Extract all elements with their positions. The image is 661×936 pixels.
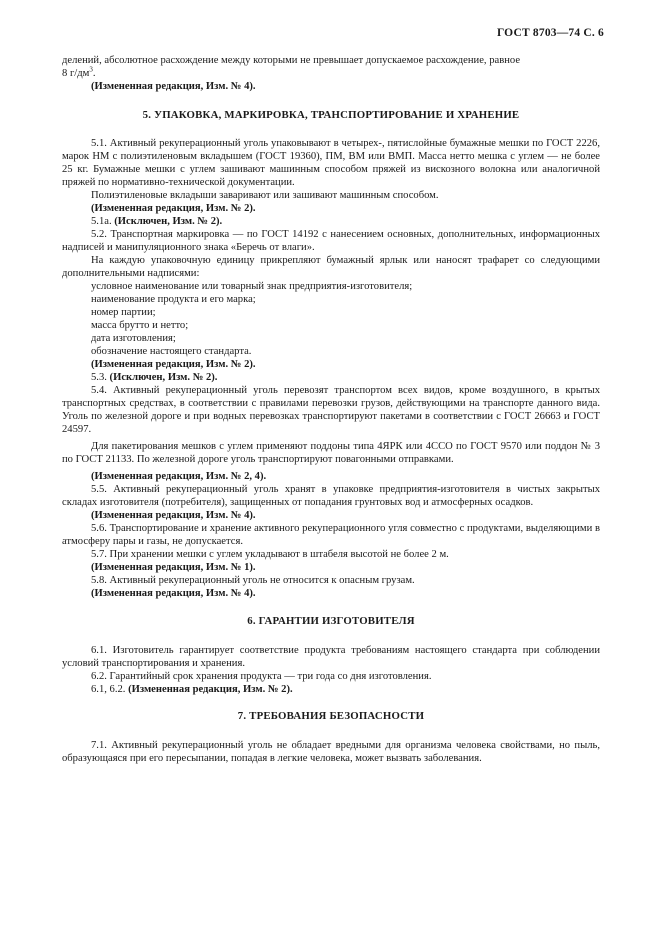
clause-5-7: 5.7. При хранении мешки с углем укладывают в штабеля высотой не более 2 м. bbox=[91, 549, 449, 560]
page-header: ГОСТ 8703—74 С. 6 bbox=[496, 27, 604, 39]
amendment-note: (Измененная редакция, Изм. № 1). bbox=[91, 562, 256, 573]
clause-5-6: 5.6. Транспортирование и хранение активного рекуперационного угля совместно с продуктами, выделяющими в атмосферу пары и газы, не допускается. bbox=[62, 523, 600, 547]
clause-5-4: 5.4. Активный рекуперационный уголь перевозят транспортом всех видов, кроме воздушного, в крытых транспортных средствах, в соответствии с правилами перевозки грузов, действующими на транспорте данного вида. Уголь по железной дороге и при водных перевозках транспортируют пакетами в соответствии с ГОСТ 26663 и ГОСТ 24597. bbox=[62, 385, 600, 435]
clause-number: 5.3. bbox=[91, 372, 107, 383]
clause-5-5: 5.5. Активный рекуперационный уголь хранят в упаковке предприятия-изготовителя в чистых закрытых складах изготовителя (потребителя), защищенных от попадания грунтовых вод и атмосферных осадков. bbox=[62, 484, 600, 508]
amendment-note: (Измененная редакция, Изм. № 2, 4). bbox=[91, 471, 267, 482]
clause-number: 5.1а. bbox=[91, 216, 112, 227]
list-item: масса брутто и нетто; bbox=[91, 320, 189, 331]
clause-6-2: 6.2. Гарантийный срок хранения продукта — три года со дня изготовления. bbox=[91, 671, 432, 682]
excluded-note: (Исключен, Изм. № 2). bbox=[109, 372, 218, 383]
clause-5-1: 5.1. Активный рекуперационный уголь упаковывают в четырех-, пятислойные бумажные мешки по ГОСТ 2226, марок НМ с полиэтиленовым вкладышем (ГОСТ 19360), ПМ, ВМ или ВМП. Масса нетто мешка с углем — не более 25 кг. Бумажные мешки с углем зашивают машинным способом пряжей из вискозного волокна или аналогичной пряжей по нормативно-технической документации. bbox=[62, 138, 600, 188]
clause-6-1: 6.1. Изготовитель гарантирует соответствие продукта требованиям настоящего стандарта при соблюдении условий транспортирования и хранения. bbox=[62, 645, 600, 669]
clause-number: 6.1, 6.2. bbox=[91, 684, 126, 695]
clause-5-2-continued: На каждую упаковочную единицу прикрепляют бумажный ярлык или наносят трафарет со следующими дополнительными надписями: bbox=[62, 255, 600, 279]
amendment-note: (Измененная редакция, Изм. № 2). bbox=[91, 203, 256, 214]
amendment-note: (Измененная редакция, Изм. № 4). bbox=[91, 510, 256, 521]
intro-value-exponent: 3 bbox=[89, 65, 93, 74]
amendment-note: (Измененная редакция, Изм. № 4). bbox=[91, 81, 256, 92]
amendment-note: (Измененная редакция, Изм. № 2). bbox=[128, 684, 293, 695]
amendment-line bbox=[62, 683, 600, 696]
clause-5-4-continued: Для пакетирования мешков с углем применяют поддоны типа 4ЯРК или 4ССО по ГОСТ 9570 или поддон № 3 по ГОСТ 21133. По железной дороге уголь транспортируют повагонными отправками. bbox=[62, 441, 600, 465]
intro-line: делений, абсолютное расхождение между которыми не превышает допускаемое расхождение, равное bbox=[62, 55, 521, 66]
section-7-title: 7. ТРЕБОВАНИЯ БЕЗОПАСНОСТИ bbox=[237, 710, 425, 722]
section-5-title: 5. УПАКОВКА, МАРКИРОВКА, ТРАНСПОРТИРОВАНИЕ И ХРАНЕНИЕ bbox=[142, 109, 520, 121]
page-content bbox=[62, 54, 600, 765]
clause-5-2: 5.2. Транспортная маркировка — по ГОСТ 14192 с нанесением основных, дополнительных, информационных надписей и манипуляционного знака «Беречь от влаги». bbox=[62, 229, 600, 253]
intro-value: 8 г/дм bbox=[62, 68, 90, 79]
intro-value-line bbox=[62, 67, 600, 80]
clause-5-1a bbox=[62, 215, 600, 228]
excluded-note: (Исключен, Изм. № 2). bbox=[114, 216, 223, 227]
list-item: условное наименование или товарный знак предприятия-изготовителя; bbox=[91, 281, 413, 292]
amendment-note: (Измененная редакция, Изм. № 2). bbox=[91, 359, 256, 370]
clause-5-1-continued: Полиэтиленовые вкладыши заваривают или зашивают машинным способом. bbox=[91, 190, 439, 201]
clause-5-3 bbox=[62, 371, 600, 384]
list-item: наименование продукта и его марка; bbox=[91, 294, 256, 305]
list-item: номер партии; bbox=[91, 307, 156, 318]
section-6-title: 6. ГАРАНТИИ ИЗГОТОВИТЕЛЯ bbox=[247, 615, 415, 627]
amendment-note: (Измененная редакция, Изм. № 4). bbox=[91, 588, 256, 599]
list-item: дата изготовления; bbox=[91, 333, 176, 344]
intro-value-end: . bbox=[92, 68, 96, 79]
list-item: обозначение настоящего стандарта. bbox=[91, 346, 252, 357]
clause-7-1: 7.1. Активный рекуперационный уголь не обладает вредными для организма человека свойствами, но пыль, образующаяся при его пересыпании, попадая в легкие человека, может вызвать заболевания. bbox=[62, 740, 600, 764]
clause-5-8: 5.8. Активный рекуперационный уголь не относится к опасным грузам. bbox=[91, 575, 415, 586]
